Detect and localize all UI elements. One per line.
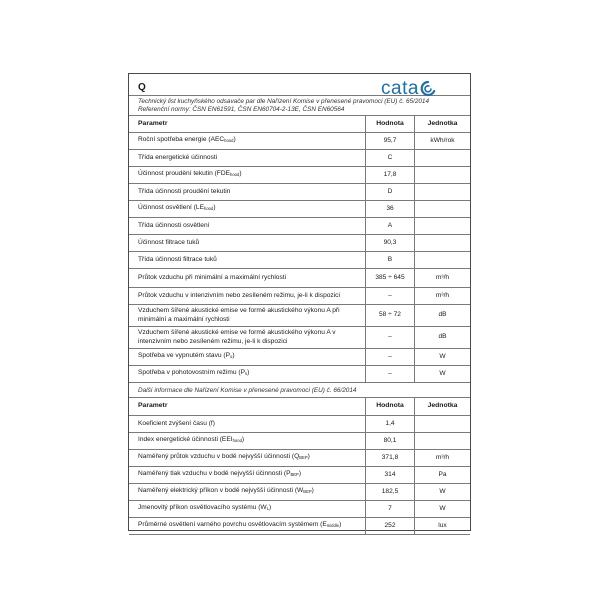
parameter-text: Průtok vzduchu při minimální a maximální rychlosti xyxy=(138,273,287,281)
header-unit-text: Jednotka xyxy=(427,402,458,410)
parameter-text: Vzduchem šířené akustické emise ve formě akustického výkonu A při minimální a maximální rychlosti xyxy=(138,307,340,323)
parameter-label xyxy=(138,470,301,479)
parameter-cell xyxy=(129,366,366,382)
value-cell xyxy=(366,518,415,534)
unit-cell-text: m³/h xyxy=(435,291,450,299)
table-row xyxy=(129,150,470,167)
parameter-text: Účinnost filtrace tuků xyxy=(138,238,200,246)
table-row xyxy=(129,433,470,450)
value-cell-text: 252 xyxy=(384,521,396,529)
unit-cell-text: dB xyxy=(438,311,447,319)
parameter-tail: ) xyxy=(232,352,235,360)
parameter-subscript: o xyxy=(230,354,233,360)
parameter-label xyxy=(138,170,242,179)
value-cell xyxy=(366,433,415,449)
value-cell-text: A xyxy=(387,221,393,229)
value-cell xyxy=(366,501,415,517)
parameter-tail: ) xyxy=(213,204,216,212)
unit-cell xyxy=(415,133,470,149)
unit-cell-text: dB xyxy=(438,333,447,341)
parameter-subscript: BEP xyxy=(303,489,312,495)
value-cell-text: 17,8 xyxy=(383,170,397,178)
value-cell-text: 58 ÷ 72 xyxy=(379,311,401,319)
parameter-text: Účinnost proudění tekutin (FDE xyxy=(138,170,230,178)
table-row xyxy=(129,184,470,201)
value-cell-text: B xyxy=(387,255,393,263)
parameter-cell xyxy=(129,184,366,200)
parameter-text: Vzduchem šířené akustické emise ve formě akustického výkonu A v intenzivním nebo zesíleném režimu, je-li k dispozici xyxy=(138,329,336,345)
value-cell-text: 95,7 xyxy=(383,136,397,144)
parameter-cell xyxy=(129,150,366,166)
parameter-cell xyxy=(129,416,366,432)
regulation-info xyxy=(129,96,470,116)
parameter-cell xyxy=(129,305,366,326)
value-cell xyxy=(366,269,415,287)
table-row xyxy=(129,218,470,235)
parameter-subscript: BEP xyxy=(299,455,308,461)
table-row xyxy=(129,201,470,218)
value-cell xyxy=(366,416,415,432)
parameter-text: Třída účinnosti osvětlení xyxy=(138,221,210,229)
parameter-label xyxy=(138,436,244,445)
parameter-text: Třída energetické účinnosti xyxy=(138,153,218,161)
value-cell-text: – xyxy=(388,369,392,377)
table-row xyxy=(129,327,470,349)
parameter-cell xyxy=(129,433,366,449)
value-cell-text: – xyxy=(388,333,392,341)
parameter-cell xyxy=(129,167,366,183)
parameter-cell xyxy=(129,450,366,466)
value-cell xyxy=(366,288,415,304)
value-cell-text: 80,1 xyxy=(383,436,397,444)
value-cell xyxy=(366,484,415,500)
table-row xyxy=(129,518,470,535)
value-cell-text: 182,5 xyxy=(381,487,399,495)
parameter-text: Naměřený tlak vzduchu v bodě nejvyšší účinnosti (P xyxy=(138,470,291,478)
parameter-text: Roční spotřeba energie (AEC xyxy=(138,136,225,144)
value-cell-text: 7 xyxy=(388,504,392,512)
parameter-label xyxy=(138,504,271,513)
parameter-tail: ) xyxy=(239,170,242,178)
unit-cell xyxy=(415,416,470,432)
table-row xyxy=(129,288,470,305)
value-cell xyxy=(366,467,415,483)
parameter-label xyxy=(138,369,249,378)
table-2-header xyxy=(129,398,470,416)
value-cell xyxy=(366,305,415,326)
parameter-subscript: s xyxy=(245,371,248,377)
value-cell-text: 385 ÷ 645 xyxy=(375,273,405,281)
parameter-subscript: hood xyxy=(224,138,234,144)
header-value xyxy=(366,116,415,132)
table-row xyxy=(129,252,470,269)
header-unit-text: Jednotka xyxy=(427,119,458,127)
unit-cell xyxy=(415,484,470,500)
parameter-text: Průtok vzduchu v intenzivním nebo zesíleném režimu, je-li k dispozici xyxy=(138,291,340,299)
table-row xyxy=(129,484,470,501)
unit-cell-text: lux xyxy=(438,521,447,529)
unit-cell xyxy=(415,327,470,348)
value-cell xyxy=(366,349,415,365)
table-row xyxy=(129,501,470,518)
parameter-label xyxy=(138,487,314,496)
parameter-label xyxy=(138,352,235,361)
unit-cell-text: Pa xyxy=(438,470,447,478)
parameter-subscript: hood xyxy=(230,172,240,178)
parameter-cell xyxy=(129,484,366,500)
unit-cell xyxy=(415,467,470,483)
value-cell-text: D xyxy=(387,187,393,195)
header-value xyxy=(366,398,415,415)
unit-cell xyxy=(415,366,470,382)
parameter-tail: ) xyxy=(268,504,272,512)
parameter-tail: ) xyxy=(307,453,310,461)
parameter-tail: ) xyxy=(339,521,342,529)
parameter-cell xyxy=(129,327,366,348)
value-cell-text: 371,8 xyxy=(381,453,399,461)
parameter-text: Účinnost osvětlení (LE xyxy=(138,204,204,212)
parameter-cell xyxy=(129,252,366,268)
parameter-tail: ) xyxy=(247,369,250,377)
parameter-label xyxy=(138,222,209,230)
unit-cell xyxy=(415,288,470,304)
unit-cell xyxy=(415,218,470,234)
unit-cell-text: m³/h xyxy=(435,273,450,281)
value-cell-text: 314 xyxy=(384,470,396,478)
unit-cell-text: W xyxy=(439,369,446,377)
unit-cell xyxy=(415,252,470,268)
value-cell xyxy=(366,167,415,183)
value-cell-text: 90,3 xyxy=(383,238,397,246)
parameter-text: Index energetické účinnosti (EEI xyxy=(138,436,233,444)
additional-info: Další informace dle Nařízení Komise v přenesené pravomoci (EU) č. 66/2014 xyxy=(129,383,470,398)
unit-cell xyxy=(415,167,470,183)
table-row xyxy=(129,305,470,327)
unit-cell xyxy=(415,269,470,287)
reference-standards: Referenční normy: ČSN EN61591, ČSN EN60704-2-13E, ČSN EN60564 xyxy=(138,106,345,113)
unit-cell xyxy=(415,450,470,466)
unit-cell-text: W xyxy=(439,504,446,512)
value-cell xyxy=(366,201,415,217)
value-cell xyxy=(366,184,415,200)
value-cell-text: – xyxy=(388,352,392,360)
parameter-label xyxy=(138,453,310,462)
value-cell xyxy=(366,450,415,466)
parameter-label xyxy=(138,136,236,145)
unit-cell xyxy=(415,184,470,200)
table-row xyxy=(129,133,470,150)
unit-cell xyxy=(415,349,470,365)
logo-text: cata xyxy=(381,78,419,99)
parameter-text: Třída účinnosti filtrace tuků xyxy=(138,255,217,263)
table-row xyxy=(129,467,470,484)
value-cell xyxy=(366,327,415,348)
table-row xyxy=(129,416,470,433)
value-cell xyxy=(366,366,415,382)
parameter-cell xyxy=(129,218,366,234)
parameter-label xyxy=(138,307,365,323)
parameter-tail: ) xyxy=(311,487,314,495)
header-unit xyxy=(415,398,470,415)
unit-cell xyxy=(415,305,470,326)
value-cell-text: 36 xyxy=(386,204,394,212)
header-parameter-text: Parametr xyxy=(138,119,168,127)
parameter-cell xyxy=(129,501,366,517)
header-value-text: Hodnota xyxy=(376,402,404,410)
table-row xyxy=(129,235,470,252)
parameter-label xyxy=(138,420,215,428)
parameter-cell xyxy=(129,349,366,365)
parameter-cell xyxy=(129,235,366,251)
value-cell-text: 1,4 xyxy=(385,419,395,427)
unit-cell xyxy=(415,201,470,217)
unit-cell xyxy=(415,501,470,517)
unit-cell xyxy=(415,235,470,251)
header-value-text: Hodnota xyxy=(376,119,404,127)
parameter-cell xyxy=(129,518,366,534)
value-cell xyxy=(366,218,415,234)
value-cell-text: C xyxy=(387,153,393,161)
parameter-label xyxy=(138,204,216,213)
table-row xyxy=(129,366,470,383)
parameter-cell xyxy=(129,133,366,149)
parameter-label xyxy=(138,256,217,264)
value-cell xyxy=(366,150,415,166)
unit-cell-text: kWh/rok xyxy=(430,136,455,144)
table-row xyxy=(129,349,470,366)
parameter-text: Spotřeba ve vypnutém stavu (P xyxy=(138,352,230,360)
parameter-subscript: BEP xyxy=(290,472,299,478)
parameter-text: Třída účinnosti proudění tekutin xyxy=(138,187,231,195)
parameter-subscript: hood xyxy=(232,438,242,444)
parameter-text: Jmenovitý příkon osvětlovacího systému (W xyxy=(138,504,267,512)
unit-cell-text: W xyxy=(439,487,446,495)
value-cell xyxy=(366,252,415,268)
q-label: Q xyxy=(138,82,146,93)
parameter-text: Naměřený průtok vzduchu v bodě nejvyšší účinnosti (Q xyxy=(138,453,300,461)
header-parameter xyxy=(129,116,366,132)
parameter-label xyxy=(138,292,340,300)
header-unit xyxy=(415,116,470,132)
unit-cell-text: m³/h xyxy=(435,453,450,461)
parameter-cell xyxy=(129,269,366,287)
unit-cell xyxy=(415,518,470,534)
header-parameter-text: Parametr xyxy=(138,402,168,410)
parameter-label xyxy=(138,521,341,530)
unit-cell xyxy=(415,433,470,449)
header-parameter xyxy=(129,398,366,415)
technical-sheet xyxy=(128,73,471,531)
unit-cell-text: W xyxy=(439,352,446,360)
unit-cell xyxy=(415,150,470,166)
parameter-subscript: L xyxy=(266,506,269,512)
table-1-header xyxy=(129,116,470,133)
parameter-text: Naměřený elektrický příkon v bodě nejvyšší účinnosti (W xyxy=(138,487,304,495)
parameter-tail: ) xyxy=(241,436,245,444)
regulation-title: Technický list kuchyňského odsavače par dle Nařízení Komise v přenesené pravomoci (EU) č. 65/2014 xyxy=(138,98,430,105)
parameter-text: Průměrné osvětlení varného povrchu osvětlovacím systémem (E xyxy=(138,521,327,529)
value-cell xyxy=(366,133,415,149)
parameter-label xyxy=(138,188,230,196)
value-cell xyxy=(366,235,415,251)
parameter-label xyxy=(138,154,217,162)
parameter-subscript: middle xyxy=(326,523,340,529)
table-row xyxy=(129,269,470,288)
parameter-tail: ) xyxy=(233,136,236,144)
parameter-cell xyxy=(129,288,366,304)
parameter-tail: ) xyxy=(298,470,302,478)
value-cell-text: – xyxy=(388,291,392,299)
parameter-label xyxy=(138,274,286,282)
parameter-label xyxy=(138,329,365,345)
parameter-cell xyxy=(129,201,366,217)
table-row xyxy=(129,450,470,467)
parameter-text: Spotřeba v pohotovostním režimu (P xyxy=(138,369,246,377)
sheet-header xyxy=(129,74,470,99)
parameter-subscript: hood xyxy=(203,206,214,212)
parameter-cell xyxy=(129,467,366,483)
parameter-text: Koeficient zvýšení času (f) xyxy=(138,419,215,427)
table-row xyxy=(129,167,470,184)
parameter-label xyxy=(138,239,199,247)
